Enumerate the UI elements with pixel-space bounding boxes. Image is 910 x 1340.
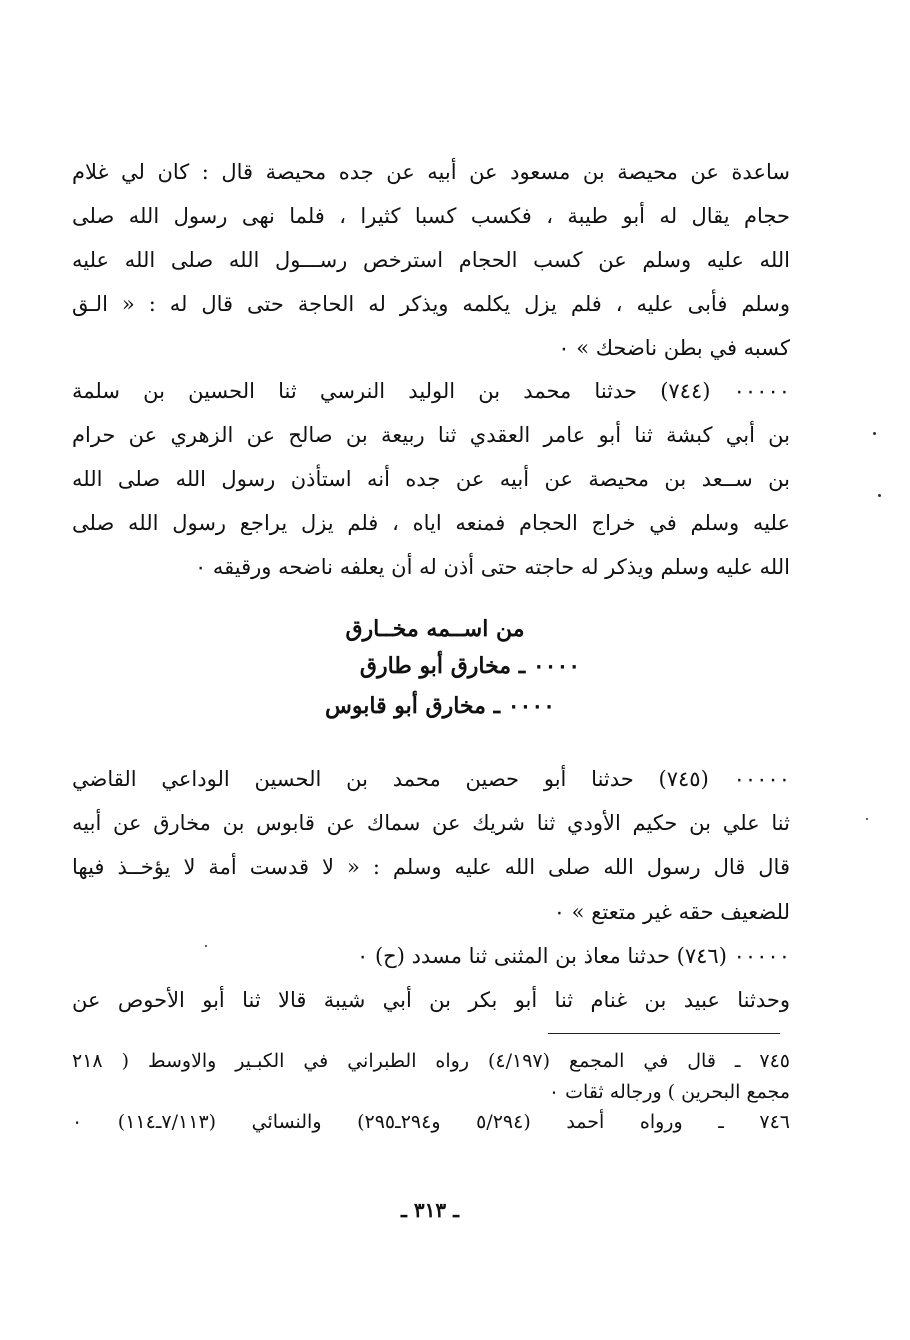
body-line: الله عليه وسلم عن كسب الحجام استرخص رســـول الله صلى الله عليه (72, 248, 790, 272)
body-line: الله عليه وسلم ويذكر له حاجته حتى أذن له أن يعلفه ناضحه ورقيقه ٠ (194, 555, 790, 579)
body-line: ساعدة عن محيصة بن مسعود عن أبيه عن جده محيصة قال : كان لي غلام (72, 160, 790, 184)
footnote-746: ٧٤٦ ـ ورواه أحمد (٥/٢٩٤ و٢٩٤ـ٢٩٥) والنسائي (٧/١١٣ـ١١٤) ٠ (72, 1111, 790, 1133)
subheading-mukhariq-abu-qabus: ٠٠٠٠ ـ مخارق أبو قابوس (325, 693, 555, 719)
body-line: ثنا علي بن حكيم الأودي ثنا شريك عن سماك عن قابوس بن مخارق عن أبيه (72, 811, 790, 835)
body-line: وحدثنا عبيد بن غنام ثنا أبو بكر بن أبي شيبة قالا ثنا أبو الأحوص عن (72, 988, 790, 1012)
body-line: بن ســعد بن محيصة عن أبيه عن جده أنه استأذن رسول الله صلى الله (72, 467, 790, 491)
scan-speck (873, 432, 876, 435)
hadith-746-line: ٠٠٠٠٠ (٧٤٦) حدثنا معاذ بن المثنى ثنا مسدد (ح) ٠ (357, 944, 790, 968)
footnote-745-cont: مجمع البحرين ) ورجاله ثقات ٠ (548, 1081, 790, 1103)
scan-speck (866, 818, 868, 820)
hadith-744-line: ٠٠٠٠٠ (٧٤٤) حدثنا محمد بن الوليد النرسي ثنا الحسين بن سلمة (72, 379, 790, 403)
footnote-745: ٧٤٥ ـ قال في المجمع (٤/١٩٧) رواه الطبراني في الكبـير والاوسط ( ٢١٨ (72, 1050, 790, 1072)
body-line: وسلم فأبى عليه ، فلم يزل يكلمه ويذكر له الحاجة حتى قال له : « الـق (72, 292, 790, 316)
scan-speck (878, 494, 881, 497)
body-line: حجام يقال له أبو طيبة ، فكسب كسبا كثيرا ، فلما نهى رسول الله صلى (72, 204, 790, 228)
scan-speck (205, 945, 207, 947)
body-line: كسبه في بطن ناضحك » ٠ (558, 336, 790, 360)
page-number: ـ ٣١٣ ـ (401, 1198, 459, 1222)
footnote-divider (548, 1033, 780, 1034)
body-line: بن أبي كبشة ثنا أبو عامر العقدي ثنا ربيعة بن صالح عن الزهري عن حرام (72, 423, 790, 447)
section-heading: من اســمه مخــارق (345, 616, 525, 642)
body-line: عليه وسلم في خراج الحجام فمنعه اياه ، فلم يزل يراجع رسول الله صلى (72, 511, 790, 535)
body-line: قال قال رسول الله صلى الله عليه وسلم : « لا قدست أمة لا يؤخــذ فيها (72, 855, 790, 879)
subheading-mukhariq-abu-tariq: ٠٠٠٠ ـ مخارق أبو طارق (359, 653, 581, 679)
hadith-745-line: ٠٠٠٠٠ (٧٤٥) حدثنا أبو حصين محمد بن الحسين الوداعي القاضي (72, 767, 790, 791)
body-line: للضعيف حقه غير متعتع » ٠ (553, 900, 790, 924)
